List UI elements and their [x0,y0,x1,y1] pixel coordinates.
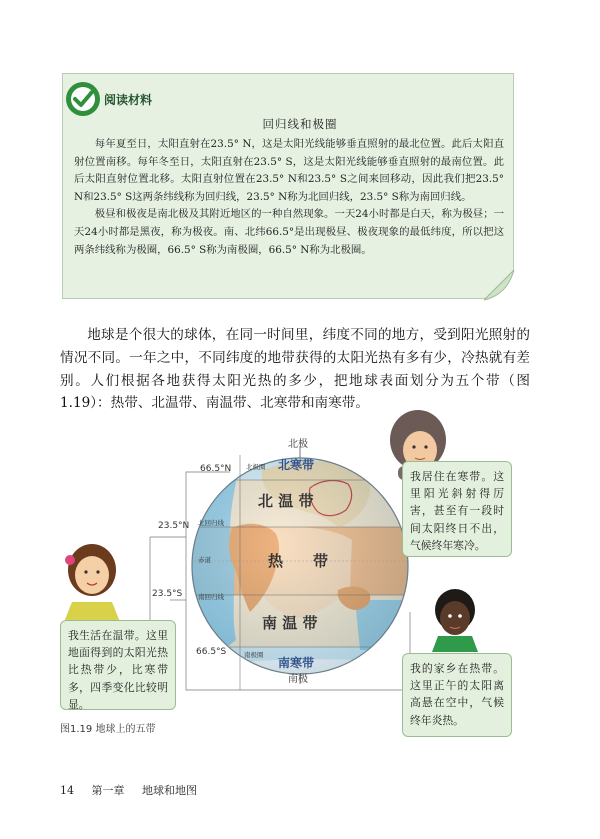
antarctic-circle-label: 南极圈 [244,651,264,659]
reading-paragraph-1: 每年夏至日，太阳直射在23.5° N，这是太阳光线能够垂直照射的最北位置。此后太阳直射位置南移。每年冬至日，太阳直射在23.5° S，这是太阳光线能够垂直照射的最南位置。此后太阳直射位置北移。太阳直射位置在23.5° N和23.5° S之间来回移动，因此我们把23.5° N和23.5° S这两条纬线称为回归线，23.5° N称为北回归线，23.5° S称为南回归线。 [74,138,504,203]
arctic-circle-label: 北极圈 [246,463,266,471]
reading-paragraph-2: 极昼和极夜是南北极及其附近地区的一种自然现象。一天24小时都是白天，称为极昼；一天24小时都是黑夜，称为极夜。南、北纬66.5°是出现极昼、极夜现象的最低纬度，所以把这两条纬线称为极圈，66.5° S称为南极圈，66.5° N称为北极圈。 [74,208,504,256]
page-number: 14 [60,784,74,797]
temperate-zone-girl-illustration [64,544,120,622]
tropic-of-cancer-label: 北回归线 [198,519,224,527]
tropic-of-capricorn-label: 南回归线 [198,593,224,601]
lat-23n-label: 23.5°N [158,521,190,531]
figure-caption: 图1.19 地球上的五带 [60,724,156,735]
tropical-zone-speech-box: 我的家乡在热带。这里正午的太阳离高悬在空中，气候终年炎热。 [402,653,512,737]
south-frigid-zone-label: 南寒带 [278,656,315,670]
north-temperate-zone-label: 北 温 带 [258,492,314,510]
north-frigid-zone-label: 北寒带 [278,458,315,472]
reading-material-label: 阅读材料 [104,93,153,107]
tropical-zone-boy-illustration [432,589,478,652]
lat-66n-label: 66.5°N [200,464,232,474]
chapter-number: 第一章 [91,784,125,797]
south-temperate-zone-label: 南 温 带 [262,614,318,632]
reading-title: 回归线和极圈 [262,117,338,131]
lat-66s-label: 66.5°S [196,647,227,657]
cold-zone-speech-box: 我居住在寒带。这里阳光斜射得厉害，甚至有一段时间太阳终日不出，气候终年寒冷。 [402,461,512,557]
temperate-zone-speech-box: 我生活在温带。这里地面得到的太阳光热比热带少，比寒带多，四季变化比较明显。 [60,620,176,710]
north-pole-label: 北极 [288,439,308,450]
equator-label: 赤道 [198,556,211,564]
tropical-zone-label: 热 带 [268,552,329,570]
page-footer [60,782,211,798]
main-paragraph: 地球是个很大的球体，在同一时间里，纬度不同的地方，受到阳光照射的情况不同。一年之中，不同纬度的地带获得的太阳光热有多有少，冷热就有差别。人们根据各地获得太阳光热的多少，把地球表面划分为五个带（图1.19）：热带、北温带、南温带、北寒带和南寒带。 [60,327,530,412]
lat-23s-label: 23.5°S [152,589,183,599]
south-pole-label: 南极 [288,674,308,685]
chapter-title: 地球和地图 [142,784,197,797]
